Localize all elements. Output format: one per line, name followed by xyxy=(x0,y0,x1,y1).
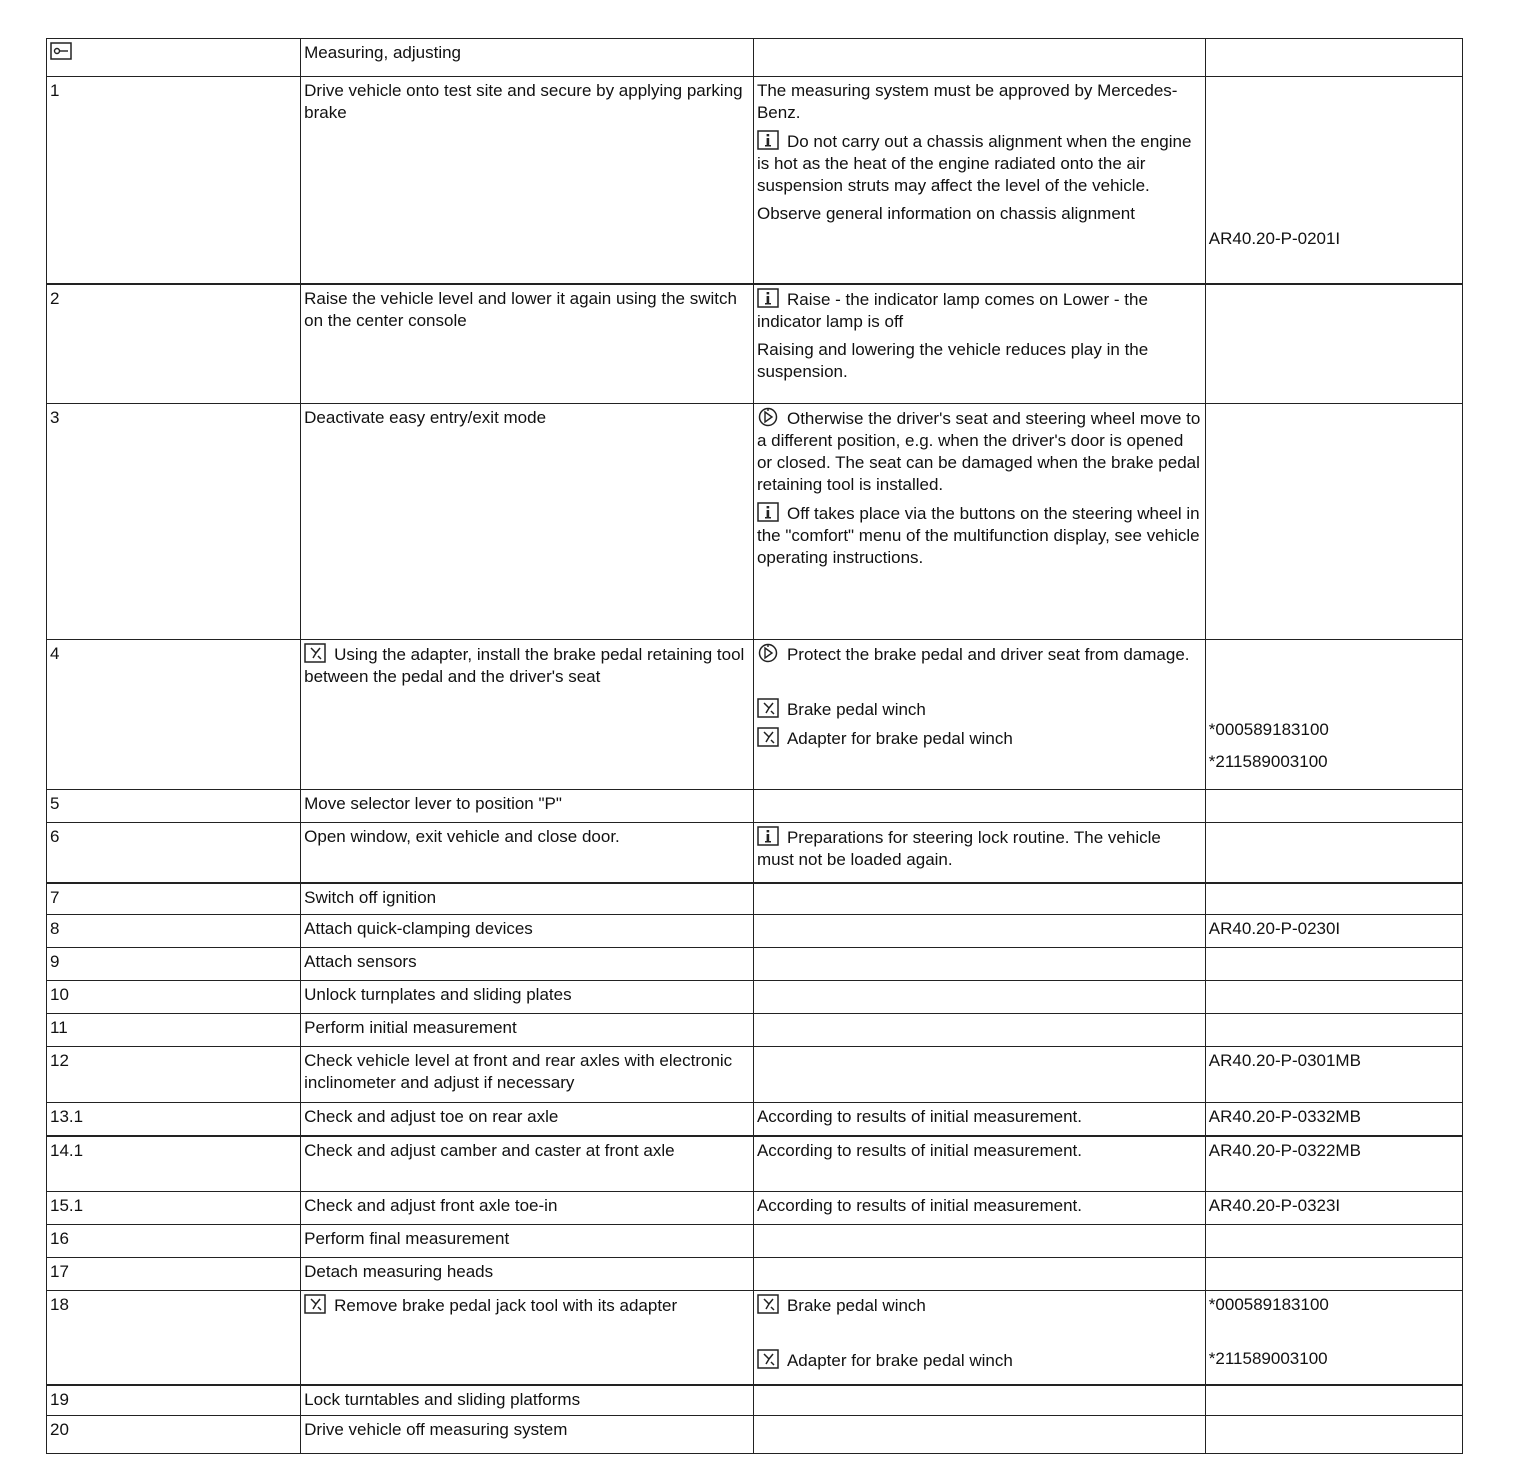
step-action xyxy=(301,790,754,823)
step-number: 3 xyxy=(47,404,301,640)
note-paragraph xyxy=(757,643,1201,666)
step-number: 9 xyxy=(47,948,301,981)
step-notes xyxy=(753,883,1205,915)
table-row xyxy=(47,823,1463,883)
step-action-text: Detach measuring heads xyxy=(304,1262,494,1281)
note-text: Raise - the indicator lamp comes on Lower - the indicator lamp is off xyxy=(756,289,1148,331)
info-icon xyxy=(757,288,779,308)
step-references xyxy=(1205,1192,1462,1225)
table-row xyxy=(47,1291,1463,1385)
step-notes xyxy=(753,404,1205,640)
note-paragraph xyxy=(757,339,1201,383)
step-notes xyxy=(753,1192,1205,1225)
header-notes-cell xyxy=(753,39,1205,77)
step-notes xyxy=(753,1416,1205,1454)
step-references xyxy=(1205,1385,1462,1416)
step-references xyxy=(1205,284,1462,404)
step-number: 5 xyxy=(47,790,301,823)
table-row xyxy=(47,77,1463,284)
step-number: 12 xyxy=(47,1047,301,1103)
note-paragraph xyxy=(757,502,1201,569)
step-action xyxy=(301,883,754,915)
step-action-text: Using the adapter, install the brake pedal retaining tool between the pedal and the driver's seat xyxy=(304,645,745,686)
step-action xyxy=(301,1136,754,1192)
step-action-text: Switch off ignition xyxy=(304,887,437,907)
reference-code[interactable]: *211589003100 xyxy=(1208,752,1328,771)
header-refs-cell xyxy=(1205,39,1462,77)
step-action-text: Check and adjust toe on rear axle xyxy=(304,1107,559,1126)
step-number: 16 xyxy=(47,1225,301,1258)
step-number: 18 xyxy=(47,1291,301,1385)
tool-icon xyxy=(757,1294,779,1314)
reference-code[interactable]: AR40.20-P-0230I xyxy=(1208,919,1341,938)
step-action-text: Drive vehicle off measuring system xyxy=(304,1420,568,1439)
table-row xyxy=(47,1014,1463,1047)
step-references xyxy=(1205,404,1462,640)
step-number: 10 xyxy=(47,981,301,1014)
step-references xyxy=(1205,1014,1462,1047)
caution-icon xyxy=(757,407,779,427)
note-paragraph xyxy=(757,130,1201,197)
step-action-text: Unlock turnplates and sliding plates xyxy=(304,985,572,1004)
info-icon xyxy=(757,130,779,150)
step-references xyxy=(1205,790,1462,823)
step-action-text: Check and adjust front axle toe-in xyxy=(304,1196,558,1215)
step-action-text: Attach sensors xyxy=(304,952,417,971)
step-action xyxy=(301,1014,754,1047)
reference-code[interactable]: *000589183100 xyxy=(1208,1295,1329,1314)
table-row xyxy=(47,915,1463,948)
note-paragraph xyxy=(757,1195,1201,1217)
note-paragraph xyxy=(757,826,1201,871)
wrench-key-icon xyxy=(50,42,72,62)
tool-icon xyxy=(757,1349,779,1369)
step-references xyxy=(1205,1291,1462,1385)
step-action xyxy=(301,948,754,981)
note-paragraph xyxy=(757,80,1201,124)
table-row xyxy=(47,1047,1463,1103)
note-text: According to results of initial measurement. xyxy=(756,1107,1083,1126)
table-row xyxy=(47,1192,1463,1225)
step-number: 4 xyxy=(47,640,301,790)
step-notes xyxy=(753,1103,1205,1136)
note-paragraph xyxy=(757,1349,1201,1372)
step-action xyxy=(301,1385,754,1416)
note-paragraph xyxy=(757,1106,1201,1128)
step-number: 11 xyxy=(47,1014,301,1047)
note-text: Otherwise the driver's seat and steering wheel move to a different position, e.g. when the driver's door is opened or closed. The seat can be damaged when the brake pedal retaining tool is installed. xyxy=(756,409,1201,494)
reference-code[interactable]: *211589003100 xyxy=(1208,1349,1328,1368)
step-action xyxy=(301,640,754,790)
tool-icon xyxy=(757,727,779,747)
tool-icon xyxy=(304,643,326,663)
reference-code[interactable]: *000589183100 xyxy=(1208,720,1329,739)
step-notes xyxy=(753,1385,1205,1416)
step-references xyxy=(1205,883,1462,915)
table-row xyxy=(47,284,1463,404)
step-action xyxy=(301,981,754,1014)
note-text: Protect the brake pedal and driver seat from damage. xyxy=(786,645,1190,664)
tool-icon xyxy=(304,1294,326,1314)
step-references xyxy=(1205,1416,1462,1454)
reference-code[interactable]: AR40.20-P-0332MB xyxy=(1208,1107,1361,1126)
step-notes xyxy=(753,981,1205,1014)
reference-code[interactable]: AR40.20-P-0322MB xyxy=(1208,1140,1361,1160)
step-action-text: Open window, exit vehicle and close door. xyxy=(304,827,620,846)
step-references xyxy=(1205,981,1462,1014)
caution-icon xyxy=(757,643,779,663)
table-row xyxy=(47,1103,1463,1136)
step-action xyxy=(301,404,754,640)
table-row xyxy=(47,1136,1463,1192)
step-references xyxy=(1205,1136,1462,1192)
note-text: Brake pedal winch xyxy=(786,700,926,719)
note-text: Brake pedal winch xyxy=(786,1296,926,1315)
step-notes xyxy=(753,823,1205,883)
header-row xyxy=(47,39,1463,77)
step-notes xyxy=(753,1258,1205,1291)
reference-code[interactable]: AR40.20-P-0323I xyxy=(1208,1196,1341,1215)
step-references xyxy=(1205,1258,1462,1291)
step-references xyxy=(1205,640,1462,790)
step-action xyxy=(301,1416,754,1454)
header-icon-cell xyxy=(47,39,301,77)
tool-icon xyxy=(757,698,779,718)
table-row xyxy=(47,883,1463,915)
note-text: Off takes place via the buttons on the steering wheel in the "comfort" menu of the multifunction display, see vehicle operating instructions. xyxy=(756,504,1200,567)
table-row xyxy=(47,790,1463,823)
step-action-text: Drive vehicle onto test site and secure by applying parking brake xyxy=(304,81,743,122)
table-row xyxy=(47,640,1463,790)
step-notes xyxy=(753,640,1205,790)
step-number: 8 xyxy=(47,915,301,948)
step-references xyxy=(1205,948,1462,981)
step-action xyxy=(301,1258,754,1291)
table-row xyxy=(47,1385,1463,1416)
step-notes xyxy=(753,284,1205,404)
step-references xyxy=(1205,1103,1462,1136)
step-number: 17 xyxy=(47,1258,301,1291)
step-action xyxy=(301,1192,754,1225)
step-action-text: Perform final measurement xyxy=(304,1229,510,1248)
step-action xyxy=(301,1291,754,1385)
note-paragraph xyxy=(757,203,1201,225)
note-text: Observe general information on chassis alignment xyxy=(756,204,1135,223)
note-paragraph xyxy=(757,1294,1201,1317)
note-paragraph xyxy=(757,407,1201,496)
table-row xyxy=(47,1258,1463,1291)
step-notes xyxy=(753,790,1205,823)
table-row xyxy=(47,948,1463,981)
note-text: The measuring system must be approved by Mercedes-Benz. xyxy=(756,81,1178,122)
step-notes xyxy=(753,77,1205,284)
step-action-text: Deactivate easy entry/exit mode xyxy=(304,408,547,427)
step-notes xyxy=(753,1225,1205,1258)
step-action-text: Check and adjust camber and caster at front axle xyxy=(304,1140,675,1160)
step-action-text: Raise the vehicle level and lower it again using the switch on the center console xyxy=(304,288,737,330)
reference-code[interactable]: AR40.20-P-0201I xyxy=(1208,229,1341,248)
step-action xyxy=(301,284,754,404)
table-row xyxy=(47,1416,1463,1454)
step-number: 15.1 xyxy=(47,1192,301,1225)
step-action-text: Check vehicle level at front and rear axles with electronic inclinometer and adjust if necessary xyxy=(304,1051,733,1092)
note-text: Raising and lowering the vehicle reduces play in the suspension. xyxy=(756,339,1149,381)
note-paragraph xyxy=(757,727,1201,750)
info-icon xyxy=(757,826,779,846)
step-action xyxy=(301,1225,754,1258)
step-action xyxy=(301,915,754,948)
step-number: 20 xyxy=(47,1416,301,1454)
note-text: Do not carry out a chassis alignment when the engine is hot as the heat of the engine radiated onto the air suspension struts may affect the level of the vehicle. xyxy=(756,132,1192,195)
step-notes xyxy=(753,1047,1205,1103)
note-text: Preparations for steering lock routine. The vehicle must not be loaded again. xyxy=(756,828,1161,869)
table-row xyxy=(47,1225,1463,1258)
table-row xyxy=(47,981,1463,1014)
step-references xyxy=(1205,915,1462,948)
header-title: Measuring, adjusting xyxy=(301,39,754,77)
step-notes xyxy=(753,1291,1205,1385)
step-notes xyxy=(753,915,1205,948)
procedure-table xyxy=(46,38,1463,1454)
step-number: 2 xyxy=(47,284,301,404)
step-references xyxy=(1205,77,1462,284)
step-notes xyxy=(753,1136,1205,1192)
step-number: 14.1 xyxy=(47,1136,301,1192)
note-paragraph xyxy=(757,698,1201,721)
step-action xyxy=(301,1103,754,1136)
step-action-text: Attach quick-clamping devices xyxy=(304,919,533,938)
note-paragraph xyxy=(757,1140,1201,1162)
note-text: According to results of initial measurement. xyxy=(756,1140,1083,1160)
info-icon xyxy=(757,502,779,522)
note-paragraph xyxy=(757,288,1201,333)
note-text: Adapter for brake pedal winch xyxy=(786,1351,1013,1370)
step-notes xyxy=(753,948,1205,981)
step-action xyxy=(301,823,754,883)
step-number: 6 xyxy=(47,823,301,883)
step-notes xyxy=(753,1014,1205,1047)
step-number: 19 xyxy=(47,1385,301,1416)
step-number: 1 xyxy=(47,77,301,284)
step-number: 7 xyxy=(47,883,301,915)
step-number: 13.1 xyxy=(47,1103,301,1136)
table-row xyxy=(47,404,1463,640)
step-action-text: Perform initial measurement xyxy=(304,1018,517,1037)
step-action xyxy=(301,1047,754,1103)
step-references xyxy=(1205,1225,1462,1258)
note-text: According to results of initial measurement. xyxy=(756,1196,1083,1215)
step-action-text: Lock turntables and sliding platforms xyxy=(304,1389,581,1409)
step-references xyxy=(1205,823,1462,883)
step-action-text: Move selector lever to position "P" xyxy=(304,794,562,813)
step-action-text: Remove brake pedal jack tool with its adapter xyxy=(334,1296,678,1315)
step-action xyxy=(301,77,754,284)
step-references xyxy=(1205,1047,1462,1103)
reference-code[interactable]: AR40.20-P-0301MB xyxy=(1208,1051,1361,1070)
note-text: Adapter for brake pedal winch xyxy=(786,729,1013,748)
